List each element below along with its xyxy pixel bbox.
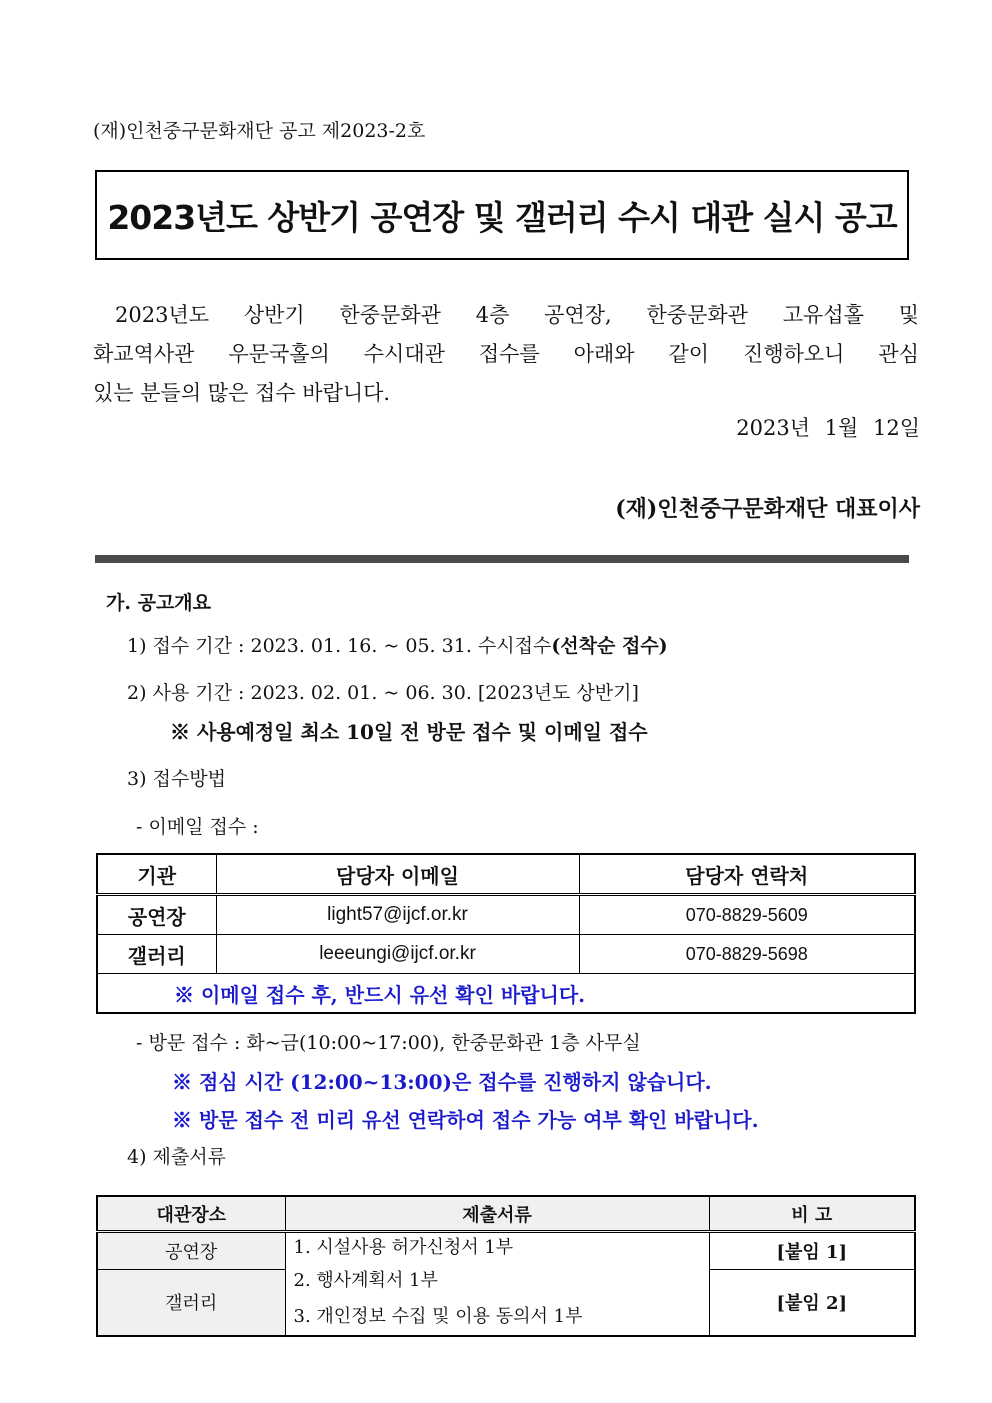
reception-period-text: 1) 접수 기간 : 2023. 01. 16. ~ 05. 31. 수시접수: [127, 635, 552, 657]
col-header-documents: 제출서류: [285, 1196, 709, 1232]
reception-period: [127, 631, 668, 658]
col-header-org: 기관: [97, 854, 216, 895]
contact-table: [96, 853, 916, 1014]
email-cell: leeeungi@ijcf.or.kr: [216, 935, 579, 974]
intro-paragraph: [93, 296, 919, 413]
intro-line-3: 있는 분들의 많은 접수 바랍니다.: [93, 381, 391, 405]
table-header-row: [97, 1196, 915, 1232]
lunch-note: ※ 점심 시간 (12:00~13:00)은 접수를 진행하지 않습니다.: [172, 1070, 712, 1094]
intro-line-1: 2023년도 상반기 한중문화관 4층 공연장, 한중문화관 고유섭홀 및: [115, 303, 919, 327]
notice-number: (재)인천중구문화재단 공고 제2023-2호: [93, 120, 426, 142]
section-heading: 가. 공고개요: [106, 592, 211, 614]
email-reception-label: - 이메일 접수 :: [136, 816, 259, 838]
table-row: [97, 895, 915, 935]
usage-period: 2) 사용 기간 : 2023. 02. 01. ~ 06. 30. [2023년도 상반기]: [127, 682, 639, 704]
documents-cell: [285, 1232, 709, 1337]
notice-date: 2023년 1월 12일: [736, 416, 920, 440]
reception-period-bold: (선착순 접수): [551, 635, 668, 657]
page-title: 2023년도 상반기 공연장 및 갤러리 수시 대관 실시 공고: [107, 197, 897, 237]
document-item: 3. 개인정보 수집 및 이용 동의서 1부: [293, 1306, 583, 1327]
visit-reception: - 방문 접수 : 화~금(10:00~17:00), 한중문화관 1층 사무실: [136, 1032, 641, 1054]
table-row: [97, 1232, 915, 1270]
divider-rule: [95, 555, 909, 563]
required-documents-label: 4) 제출서류: [127, 1146, 226, 1168]
reception-method: 3) 접수방법: [127, 768, 226, 790]
document-item: 2. 행사계획서 1부: [293, 1270, 438, 1291]
usage-note: ※ 사용예정일 최소 10일 전 방문 접수 및 이메일 접수: [170, 720, 648, 744]
org-cell: 갤러리: [97, 935, 216, 974]
col-header-remarks: 비 고: [709, 1196, 915, 1232]
table-header-row: [97, 854, 915, 895]
intro-line-2: 화교역사관 우문국홀의 수시대관 접수를 아래와 같이 진행하오니 관심: [93, 342, 919, 366]
venue-cell: 갤러리: [97, 1269, 285, 1336]
documents-table: [96, 1195, 916, 1337]
phone-cell: 070-8829-5609: [579, 895, 915, 935]
remark-cell: [붙임 1]: [709, 1232, 915, 1270]
document-item: 1. 시설사용 허가신청서 1부: [293, 1237, 514, 1258]
table-footer-row: [97, 974, 915, 1014]
col-header-venue: 대관장소: [97, 1196, 285, 1232]
table-row: [97, 935, 915, 974]
col-header-phone: 담당자 연락처: [579, 854, 915, 895]
remark-cell: [붙임 2]: [709, 1269, 915, 1336]
col-header-email: 담당자 이메일: [216, 854, 579, 895]
email-cell: light57@ijcf.or.kr: [216, 895, 579, 935]
phone-confirm-note: ※ 방문 접수 전 미리 유선 연락하여 접수 가능 여부 확인 바랍니다.: [172, 1108, 759, 1132]
venue-cell: 공연장: [97, 1232, 285, 1270]
issuer: (재)인천중구문화재단 대표이사: [615, 496, 920, 522]
email-confirm-note: ※ 이메일 접수 후, 반드시 유선 확인 바랍니다.: [97, 974, 915, 1014]
title-box: [95, 170, 909, 260]
phone-cell: 070-8829-5698: [579, 935, 915, 974]
org-cell: 공연장: [97, 895, 216, 935]
